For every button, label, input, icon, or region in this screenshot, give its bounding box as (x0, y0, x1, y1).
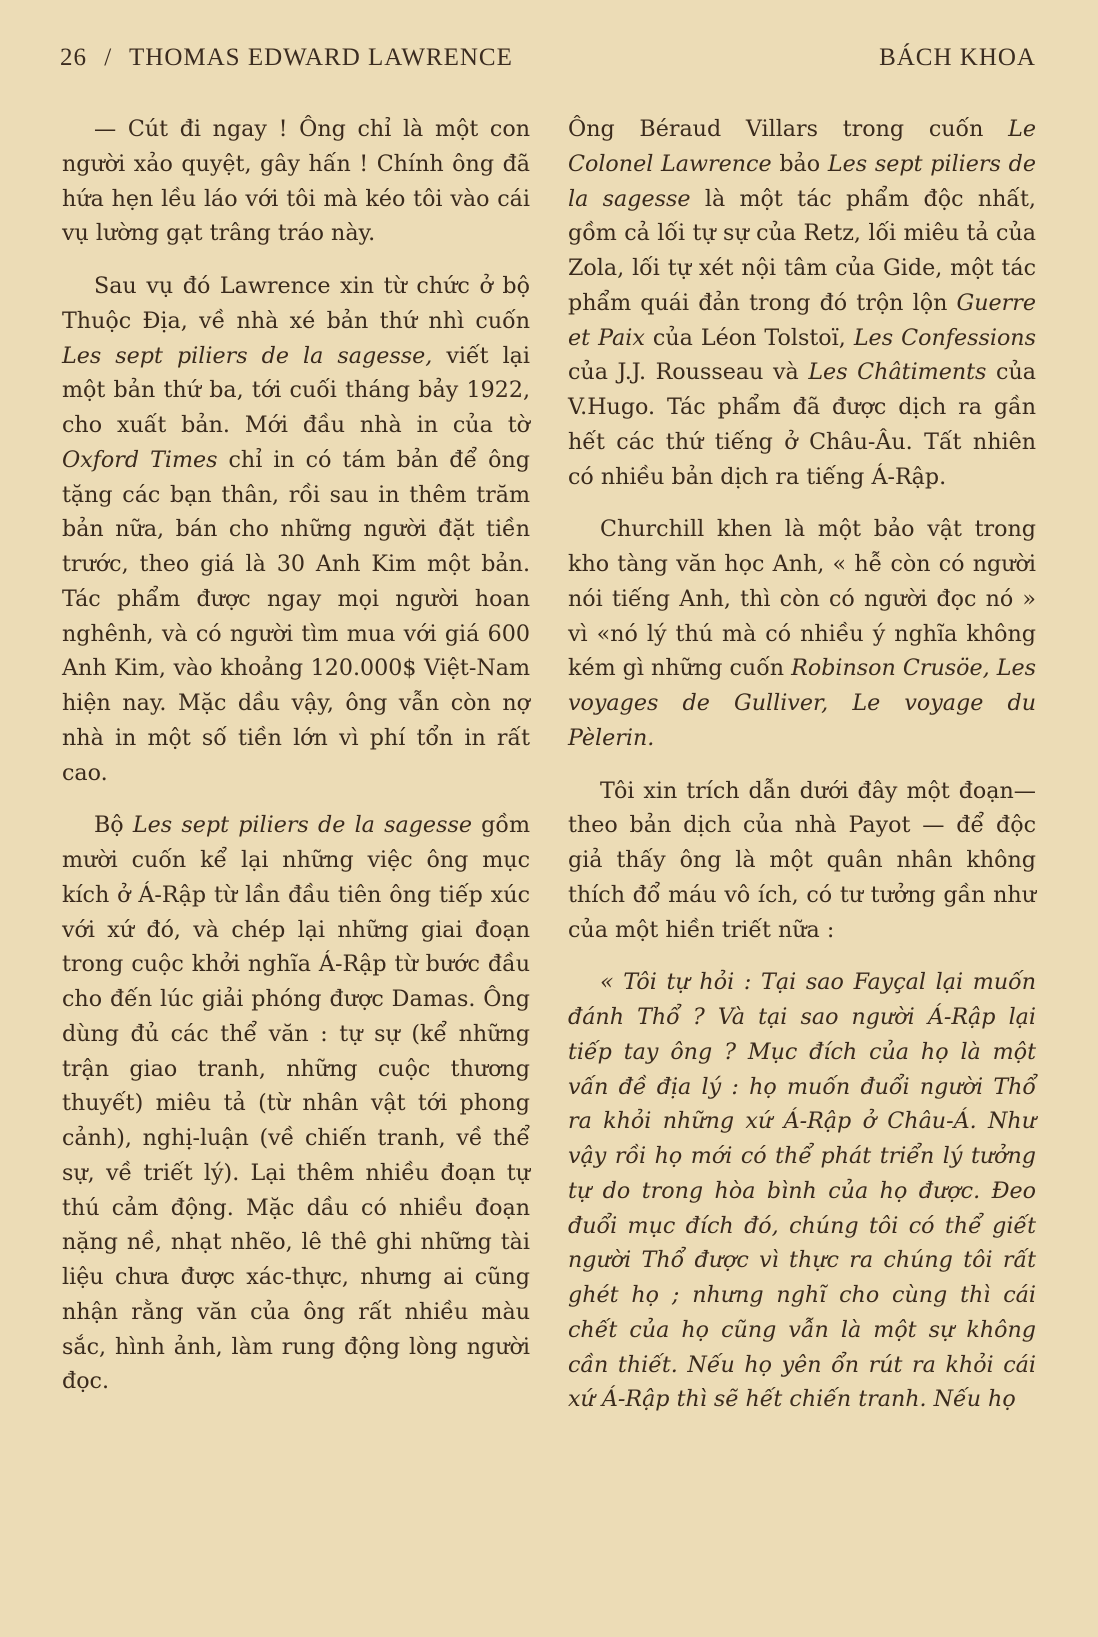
publication-name: BÁCH KHOA (879, 44, 1036, 71)
text-run: chỉ in có tám bản để ông tặng các bạn thân, rồi sau in thêm trăm bản nữa, bán cho những người đặt tiền trước, theo giá là 30 Anh Kim một bản. Tác phẩm được ngay mọi người hoan nghênh, và có người tìm mua với giá 600 Anh Kim, vào khoảng 120.000$ Việt-Nam hiện nay. Mặc dầu vậy, ông vẫn còn nợ nhà in một số tiền lớn vì phí tổn in rất cao. (62, 446, 530, 786)
page-header (60, 44, 1036, 84)
italic-text-run: Les Châtiments (808, 359, 987, 386)
body-paragraph (62, 269, 530, 790)
body-paragraph (568, 512, 1036, 755)
text-run: — Cút đi ngay ! Ông chỉ là một con người xảo quyệt, gây hấn ! Chính ông đã hứa hẹn lều láo với tôi mà kéo tôi vào cái vụ lường gạt trâng tráo này. (62, 116, 530, 247)
text-run: viết lại một bản thứ ba, tới cuối tháng bảy 1922, cho xuất bản. Mới đầu nhà in của tờ (62, 342, 530, 438)
text-run: gồm mười cuốn kể lại những việc ông mục kích ở Á-Rập từ lần đầu tiên ông tiếp xúc với xứ đó, và chép lại những giai đoạn trong cuộc khởi nghĩa Á-Rập từ bước đầu cho đến lúc giải phóng được Damas. Ông dùng đủ các thể văn : tự sự (kể những trận giao tranh, những cuộc thương thuyết) miêu tả (từ nhân vật tới phong cảnh), nghị-luận (về chiến tranh, về thể sự, về triết lý). Lại thêm nhiều đoạn tự thú cảm động. Mặc dầu có nhiều đoạn nặng nề, nhạt nhẽo, lê thê ghi những tài liệu chưa được xác-thực, nhưng ai cũng nhận rằng văn của ông rất nhiều màu sắc, hình ảnh, làm rung động lòng người đọc. (62, 812, 530, 1395)
text-run: bảo (771, 150, 828, 177)
right-column (568, 112, 1036, 1417)
italic-text-run: Les sept piliers de la sagesse, (62, 342, 433, 369)
text-run: Sau vụ đó Lawrence xin từ chức ở bộ Thuộc Địa, về nhà xé bản thứ nhì cuốn (62, 273, 530, 334)
text-run: của V.Hugo. Tác phẩm đã được dịch ra gần hết các thứ tiếng ở Châu-Âu. Tất nhiên có nhiều bản dịch ra tiếng Á-Rập. (568, 359, 1036, 490)
body-paragraph (568, 112, 1036, 494)
body-paragraph (62, 112, 530, 251)
header-left (60, 44, 523, 72)
text-run: Tôi xin trích dẫn dưới đây một đoạn—theo bản dịch của nhà Payot — để độc giả thấy ông là một quân nhân không thích đổ máu vô ích, có tư tưởng gần như của một hiền triết nữa : (568, 777, 1036, 943)
page-number: 26 (60, 44, 87, 71)
running-title: THOMAS EDWARD LAWRENCE (129, 44, 513, 71)
text-run: Churchill khen là một bảo vật trong kho tàng văn học Anh, « hễ còn có người nói tiếng Anh, thì còn có người đọc nó » vì «nó lý thú mà có nhiều ý nghĩa không kém gì những cuốn (568, 516, 1036, 682)
body-paragraph (62, 808, 530, 1399)
text-run: của Léon Tolstoï, (644, 324, 854, 351)
text-run: là một tác phẩm độc nhất, gồm cả lối tự sự của Retz, lối miêu tả của Zola, lối tự xét nội tâm của Gide, một tác phẩm quái đản trong đó trộn lộn (568, 185, 1036, 316)
italic-text-run: Oxford Times (62, 446, 218, 473)
italic-text-run: Robinson Crusöe, Les voyages de Gulliver, Le voyage du Pèlerin. (568, 655, 1036, 751)
text-run: Bộ (94, 812, 133, 839)
italic-text-run: Le Colonel Lawrence (568, 116, 1036, 177)
quoted-paragraph (568, 965, 1036, 1417)
body-paragraph (568, 774, 1036, 948)
text-run: của J.J. Rousseau và (568, 359, 809, 386)
italic-text-run: Les sept piliers de la sagesse (132, 812, 472, 839)
italic-text-run: Les Confessions (853, 324, 1036, 351)
left-column (62, 112, 530, 1399)
italic-text-run: Guerre et Paix (568, 289, 1036, 351)
italic-text-run: Les sept piliers de la sagesse (568, 150, 1036, 212)
header-separator: / (104, 44, 113, 71)
italic-text-run: « Tôi tự hỏi : Tại sao Fayçal lại muốn đánh Thổ ? Và tại sao người Á-Rập lại tiếp tay ông ? Mục đích của họ là một vấn đề địa lý : họ muốn đuổi người Thổ ra khỏi những xứ Á-Rập ở Châu-Á. Như vậy rồi họ mới có thể phát triển lý tưởng tự do trong hòa bình của họ được. Đeo đuổi mục đích đó, chúng tôi có thể giết người Thổ được vì thực ra chúng tôi rất ghét họ ; nhưng nghĩ cho cùng thì cái chết của họ cũng vẫn là một sự không cần thiết. Nếu họ yên ổn rút ra khỏi cái xứ Á-Rập thì sẽ hết chiến tranh. Nếu họ (568, 969, 1036, 1413)
text-run: Ông Béraud Villars trong cuốn (568, 116, 1009, 142)
